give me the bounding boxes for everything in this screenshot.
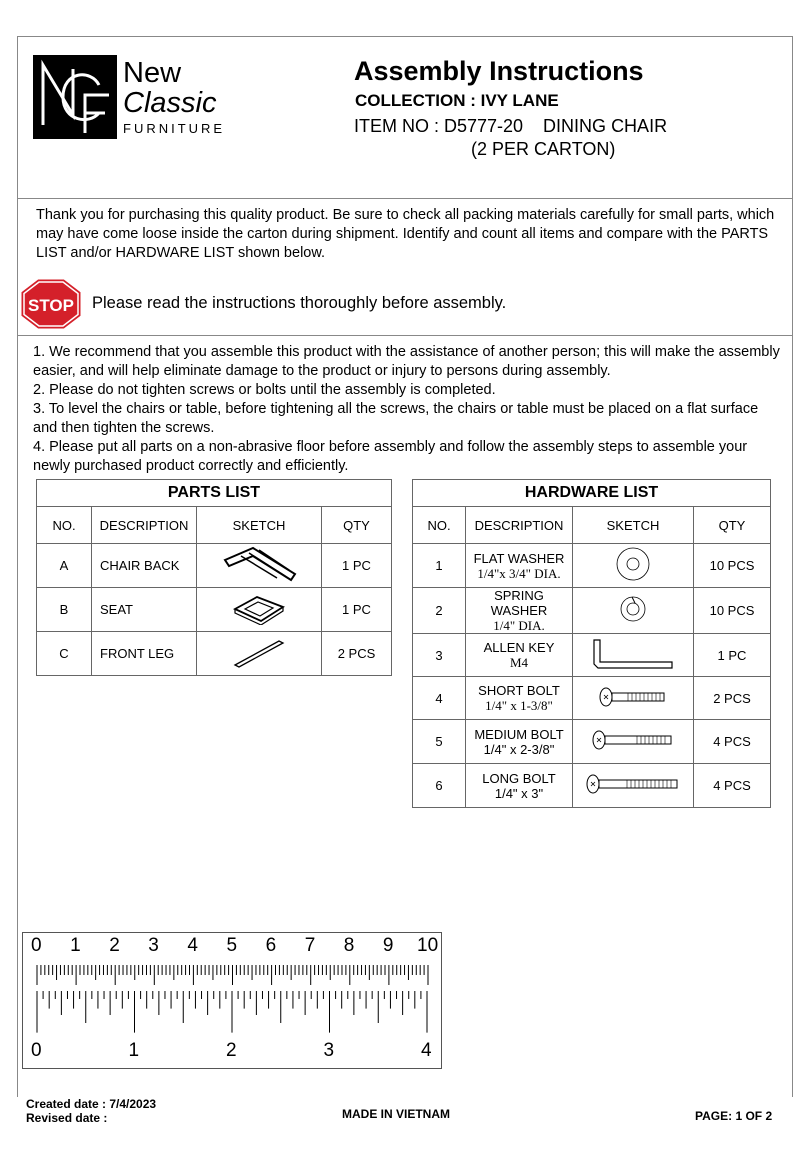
table-row bbox=[413, 544, 771, 588]
hw-desc bbox=[466, 588, 573, 634]
rule-item: 1. We recommend that you assemble this product with the assistance of another person; this will make the assembly easier, and will help eliminate damage to the product or injury to persons during assembly. bbox=[33, 344, 780, 379]
hw-no: 2 bbox=[413, 588, 466, 634]
cm-label: 8 bbox=[343, 935, 355, 956]
sketch-cell bbox=[573, 544, 694, 588]
hw-no: 4 bbox=[413, 677, 466, 720]
hw-qty: 10 PCS bbox=[694, 588, 771, 634]
stop-sign-icon bbox=[20, 278, 82, 330]
page-title: Assembly Instructions bbox=[354, 56, 644, 86]
sketch-cell bbox=[573, 720, 694, 764]
brand-name-furniture: FURNITURE bbox=[123, 121, 226, 136]
hw-desc-name: FLAT WASHER bbox=[473, 550, 565, 566]
sketch-cell bbox=[573, 677, 694, 720]
rule-item: 4. Please put all parts on a non-abrasive floor before assembly and follow the assembly steps to assemble your newly purchased product correctly and efficiently. bbox=[33, 439, 748, 474]
hw-no: 6 bbox=[413, 764, 466, 808]
cm-label: 3 bbox=[148, 935, 159, 956]
table-row bbox=[413, 634, 771, 677]
hw-desc-name: MEDIUM BOLT bbox=[474, 726, 564, 742]
sketch-cell bbox=[573, 764, 694, 808]
divider bbox=[17, 335, 792, 336]
hw-desc-name: SHORT BOLT bbox=[478, 683, 560, 698]
hw-desc bbox=[466, 634, 573, 677]
inch-label: 3 bbox=[323, 1040, 335, 1061]
part-desc: CHAIR BACK bbox=[92, 544, 197, 588]
cm-label: 7 bbox=[304, 935, 316, 956]
hw-no: 5 bbox=[413, 720, 466, 764]
divider bbox=[17, 198, 792, 199]
parts-list-caption: PARTS LIST bbox=[37, 480, 392, 507]
created-date: Created date : 7/4/2023 bbox=[26, 1097, 157, 1111]
hardware-list-caption: HARDWARE LIST bbox=[413, 480, 771, 507]
parts-list-table bbox=[36, 479, 392, 676]
cm-label: 1 bbox=[70, 935, 81, 956]
col-header: QTY bbox=[694, 507, 771, 544]
chair-back-sketch-icon bbox=[219, 544, 299, 584]
page-number: PAGE: 1 OF 2 bbox=[695, 1109, 773, 1123]
hw-no: 1 bbox=[413, 544, 466, 588]
rule-item: 3. To level the chairs or table, before tightening all the screws, the chairs or table must be placed on a flat surface and then tighten the screws. bbox=[33, 401, 759, 436]
seat-sketch-icon bbox=[229, 591, 289, 625]
rule-item: 2. Please do not tighten screws or bolts until the assembly is completed. bbox=[33, 382, 496, 398]
hw-desc bbox=[466, 544, 573, 588]
col-header: NO. bbox=[413, 507, 466, 544]
hw-qty: 10 PCS bbox=[694, 544, 771, 588]
table-row bbox=[413, 677, 771, 720]
hw-desc-name: LONG BOLT bbox=[482, 770, 556, 786]
sketch-cell bbox=[573, 634, 694, 677]
col-header: DESCRIPTION bbox=[92, 507, 197, 544]
stop-instruction: Please read the instructions thoroughly before assembly. bbox=[92, 294, 507, 312]
long-bolt-sketch-icon bbox=[585, 772, 681, 796]
hw-qty: 1 PC bbox=[694, 634, 771, 677]
table-row bbox=[37, 588, 392, 632]
cm-label: 10 bbox=[417, 935, 439, 956]
sketch-cell bbox=[197, 632, 322, 676]
front-leg-sketch-icon bbox=[229, 635, 289, 669]
col-header: DESCRIPTION bbox=[466, 507, 573, 544]
hw-qty: 4 PCS bbox=[694, 764, 771, 808]
part-no: C bbox=[37, 632, 92, 676]
hw-qty: 2 PCS bbox=[694, 677, 771, 720]
col-header: NO. bbox=[37, 507, 92, 544]
table-row bbox=[413, 720, 771, 764]
carton-count: (2 PER CARTON) bbox=[471, 139, 616, 159]
col-header: QTY bbox=[322, 507, 392, 544]
table-row bbox=[37, 632, 392, 676]
hw-desc-size: M4 bbox=[509, 655, 529, 670]
hw-desc-size: 1/4" x 1-3/8" bbox=[485, 698, 553, 713]
brand-name-classic: Classic bbox=[123, 87, 217, 119]
hw-desc bbox=[466, 720, 573, 764]
cm-label: 9 bbox=[382, 935, 394, 956]
part-no: B bbox=[37, 588, 92, 632]
brand-logo bbox=[33, 55, 241, 139]
hw-desc bbox=[466, 764, 573, 808]
monogram-box bbox=[33, 55, 117, 139]
part-qty: 1 PC bbox=[322, 544, 392, 588]
col-header: SKETCH bbox=[197, 507, 322, 544]
cm-label: 0 bbox=[31, 935, 42, 956]
cm-label: 2 bbox=[109, 935, 120, 956]
item-number: ITEM NO : D5777-20 DINING CHAIR bbox=[354, 116, 668, 136]
hw-desc-size: 1/4" DIA. bbox=[493, 618, 545, 633]
cm-label: 4 bbox=[187, 935, 198, 956]
table-row bbox=[413, 764, 771, 808]
allen-key-sketch-icon bbox=[588, 636, 678, 672]
stop-sign-text: STOP bbox=[28, 296, 74, 315]
hardware-list-table bbox=[412, 479, 771, 808]
part-desc: FRONT LEG bbox=[92, 632, 197, 676]
spring-washer-sketch-icon bbox=[618, 594, 648, 624]
revised-date: Revised date : bbox=[26, 1111, 108, 1125]
intro-text: Thank you for purchasing this quality product. Be sure to check all packing materials carefully for small parts, which may have come loose inside the carton during shipment. Identify and count all items and compare with the PARTS LIST and/or HARDWARE LIST shown below. bbox=[36, 207, 775, 261]
part-qty: 2 PCS bbox=[322, 632, 392, 676]
hw-no: 3 bbox=[413, 634, 466, 677]
inch-label: 1 bbox=[128, 1040, 140, 1061]
hw-desc bbox=[466, 677, 573, 720]
hw-qty: 4 PCS bbox=[694, 720, 771, 764]
measurement-ruler bbox=[22, 932, 442, 1069]
ncf-monogram-icon bbox=[33, 55, 117, 139]
made-in: MADE IN VIETNAM bbox=[342, 1107, 450, 1121]
hw-desc-name: ALLEN KEY bbox=[483, 640, 555, 655]
short-bolt-sketch-icon bbox=[598, 685, 668, 709]
cm-label: 6 bbox=[265, 935, 277, 956]
hw-desc-name: SPRING WASHER bbox=[490, 588, 548, 618]
cm-label: 5 bbox=[226, 935, 238, 956]
inch-label: 0 bbox=[31, 1040, 42, 1061]
flat-washer-sketch-icon bbox=[613, 544, 653, 584]
footer-dates bbox=[26, 1097, 156, 1125]
brand-name-new: New bbox=[123, 57, 182, 89]
assembly-rules bbox=[33, 343, 783, 476]
table-row bbox=[413, 588, 771, 634]
collection-label: COLLECTION : IVY LANE bbox=[355, 91, 559, 110]
part-desc: SEAT bbox=[92, 588, 197, 632]
sketch-cell bbox=[197, 588, 322, 632]
hw-desc-size: 1/4" x 3" bbox=[494, 785, 544, 801]
part-no: A bbox=[37, 544, 92, 588]
medium-bolt-sketch-icon bbox=[591, 728, 675, 752]
inch-label: 2 bbox=[226, 1040, 237, 1061]
table-row bbox=[37, 544, 392, 588]
part-qty: 1 PC bbox=[322, 588, 392, 632]
hw-desc-size: 1/4" x 2-3/8" bbox=[483, 741, 555, 757]
sketch-cell bbox=[573, 588, 694, 634]
sketch-cell bbox=[197, 544, 322, 588]
inch-label: 4 bbox=[421, 1040, 432, 1061]
col-header: SKETCH bbox=[573, 507, 694, 544]
hw-desc-size: 1/4"x 3/4" DIA. bbox=[477, 565, 561, 581]
